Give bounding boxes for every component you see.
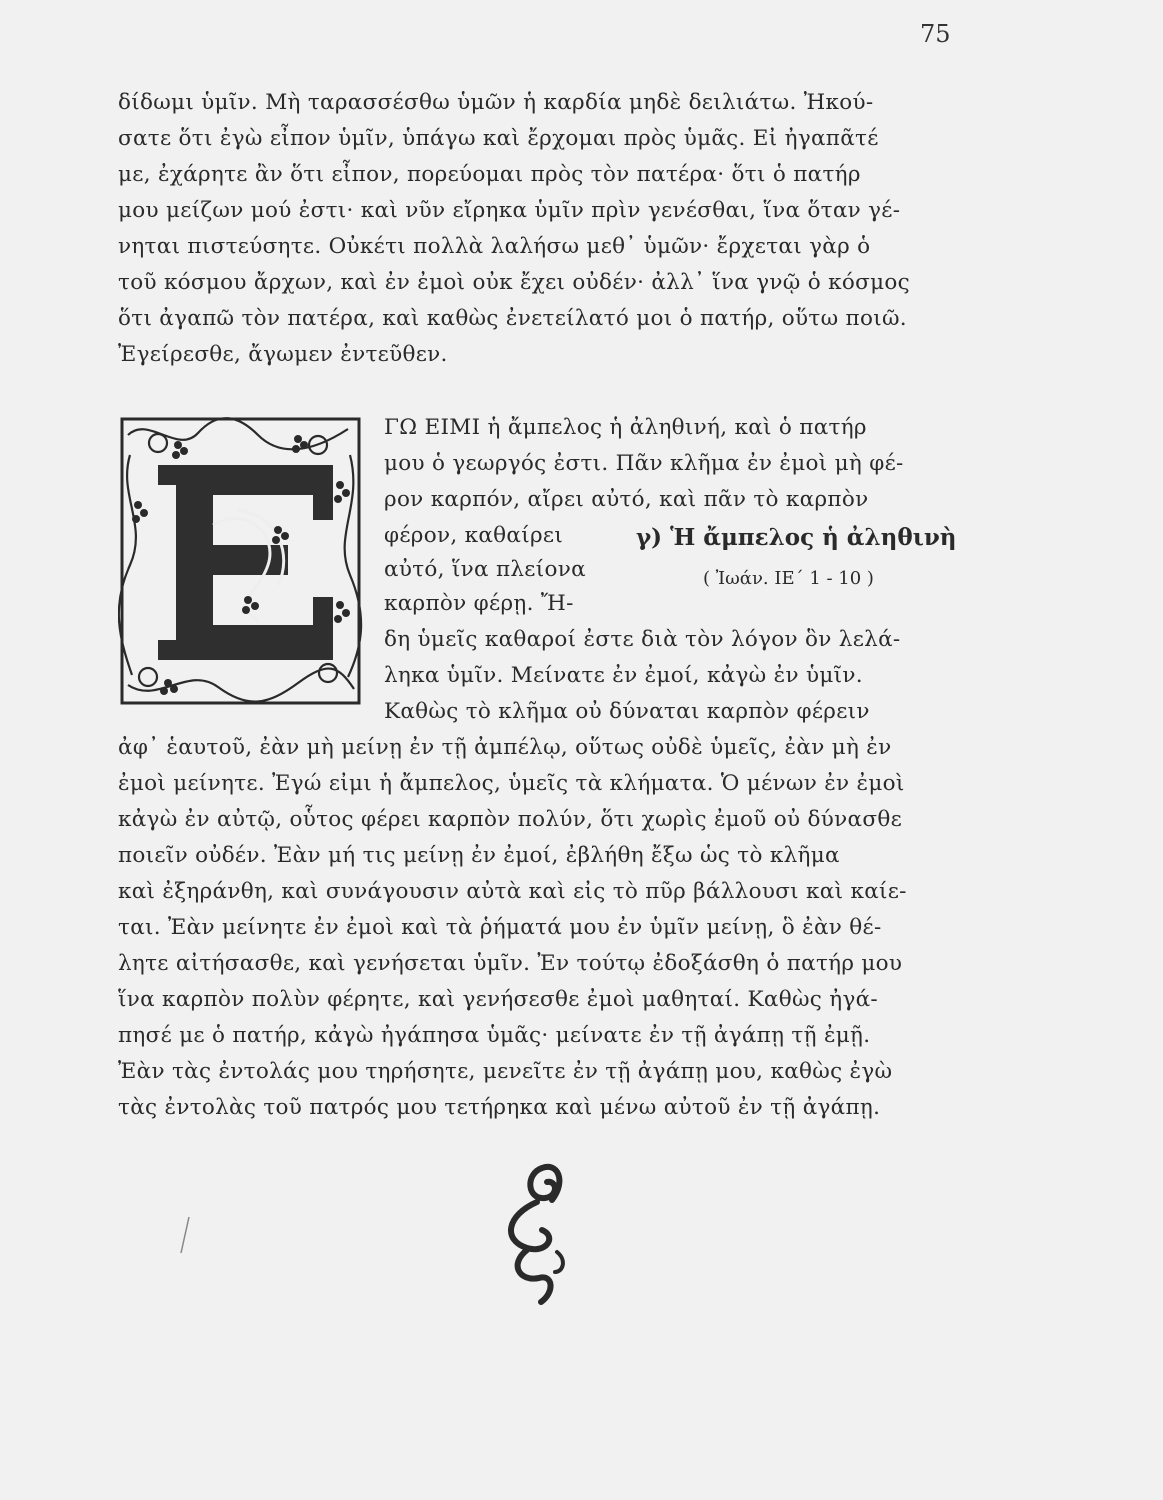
text-line: Ἐὰν τὰς ἐντολάς μου τηρήσητε, μενεῖτε ἐν τῇ ἀγάπῃ μου, καθὼς ἐγὼ [118, 1059, 893, 1084]
text-line: τοῦ κόσμου ἄρχων, καὶ ἐν ἐμοὶ οὐκ ἔχει οὐδέν· ἀλλ᾿ ἵνα γνῷ ὁ κόσμος [118, 270, 910, 295]
tailpiece-ornament-icon [497, 1160, 587, 1310]
text-line: ληκα ὑμῖν. Μείνατε ἐν ἐμοί, κἀγὼ ἐν ὑμῖν. [384, 663, 863, 688]
text-line: κἀγὼ ἐν αὐτῷ, οὗτος φέρει καρπὸν πολύν, ὅτι χωρὶς ἐμοῦ οὐ δύνασθε [118, 807, 903, 832]
text-line: σατε ὅτι ἐγὼ εἶπον ὑμῖν, ὑπάγω καὶ ἔρχομαι πρὸς ὑμᾶς. Εἰ ἠγαπᾶτέ [118, 126, 879, 151]
text-line: φέρον, καθαίρει [384, 523, 564, 548]
text-line: καρπὸν φέρῃ. Ἤ- [384, 591, 574, 616]
text-line: αὐτό, ἵνα πλείονα [384, 557, 586, 582]
text-line: ἐμοὶ μείνητε. Ἐγώ εἰμι ἡ ἄμπελος, ὑμεῖς τὰ κλήματα. Ὁ μένων ἐν ἐμοὶ [118, 771, 905, 796]
text-line: Ἐγείρεσθε, ἄγωμεν ἐντεῦθεν. [118, 342, 448, 367]
text-line: καὶ ἐξηράνθη, καὶ συνάγουσιν αὐτὰ καὶ εἰς τὸ πῦρ βάλλουσι καὶ καίε- [118, 879, 907, 904]
text-line: ὅτι ἀγαπῶ τὸν πατέρα, καὶ καθὼς ἐνετείλατό μοι ὁ πατήρ, οὕτω ποιῶ. [118, 306, 907, 331]
stray-pen-mark [175, 1215, 195, 1255]
text-line: μου ὁ γεωργός ἐστι. Πᾶν κλῆμα ἐν ἐμοὶ μὴ φέ- [384, 451, 904, 476]
text-line: μου μείζων μού ἐστι· καὶ νῦν εἴρηκα ὑμῖν πρὶν γενέσθαι, ἵνα ὅταν γέ- [118, 198, 901, 223]
text-line: δη ὑμεῖς καθαροί ἐστε διὰ τὸν λόγον ὃν λελά- [384, 627, 901, 652]
drop-cap-ornament [118, 415, 363, 707]
section-reference: ( Ἰωάν. ΙΕ΄ 1 - 10 ) [703, 568, 874, 589]
section-heading: γ) Ἡ ἄμπελος ἡ ἀληθινὴ [636, 524, 957, 551]
page-number: 75 [920, 20, 951, 48]
text-line: Καθὼς τὸ κλῆμα οὐ δύναται καρπὸν φέρειν [384, 699, 870, 724]
text-line: ται. Ἐὰν μείνητε ἐν ἐμοὶ καὶ τὰ ῥήματά μου ἐν ὑμῖν μείνῃ, ὃ ἐὰν θέ- [118, 915, 882, 940]
text-line: τὰς ἐντολὰς τοῦ πατρός μου τετήρηκα καὶ μένω αὐτοῦ ἐν τῇ ἀγάπῃ. [118, 1095, 881, 1120]
text-line: νηται πιστεύσητε. Οὐκέτι πολλὰ λαλήσω μεθ᾿ ὑμῶν· ἔρχεται γὰρ ὁ [118, 234, 871, 259]
text-line: με, ἐχάρητε ἂν ὅτι εἶπον, πορεύομαι πρὸς τὸν πατέρα· ὅτι ὁ πατήρ [118, 162, 861, 187]
text-line: δίδωμι ὑμῖν. Μὴ ταρασσέσθω ὑμῶν ἡ καρδία μηδὲ δειλιάτω. Ἠκού- [118, 90, 874, 115]
text-line: πησέ με ὁ πατήρ, κἀγὼ ἠγάπησα ὑμᾶς· μείνατε ἐν τῇ ἀγάπῃ τῇ ἐμῇ. [118, 1023, 871, 1048]
text-line: ἀφ᾿ ἑαυτοῦ, ἐὰν μὴ μείνῃ ἐν τῇ ἀμπέλῳ, οὕτως οὐδὲ ὑμεῖς, ἐὰν μὴ ἐν [118, 735, 892, 760]
text-line: ΓΩ ΕΙΜΙ ἡ ἄμπελος ἡ ἀληθινή, καὶ ὁ πατήρ [384, 415, 867, 440]
text-line: ἵνα καρπὸν πολὺν φέρητε, καὶ γενήσεσθε ἐμοὶ μαθηταί. Καθὼς ἠγά- [118, 987, 878, 1012]
text-line: λητε αἰτήσασθε, καὶ γενήσεται ὑμῖν. Ἐν τούτῳ ἐδοξάσθη ὁ πατήρ μου [118, 951, 903, 976]
text-line: ποιεῖν οὐδέν. Ἐὰν μή τις μείνῃ ἐν ἐμοί, ἐβλήθη ἔξω ὡς τὸ κλῆμα [118, 843, 840, 868]
text-line: ρον καρπόν, αἴρει αὐτό, καὶ πᾶν τὸ καρπὸν [384, 487, 869, 512]
